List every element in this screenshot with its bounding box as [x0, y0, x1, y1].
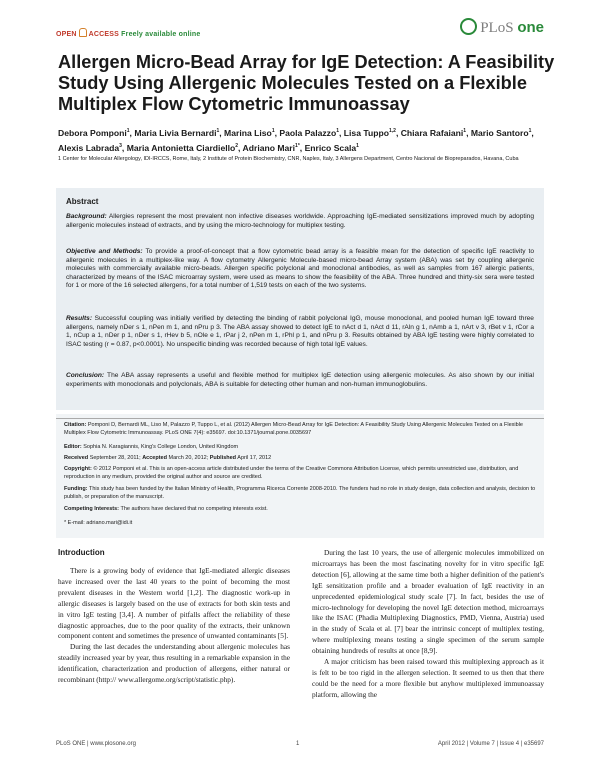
- divider: [56, 418, 544, 419]
- author-affiliation-mark: 1,2: [388, 128, 396, 134]
- author-name: Paola Palazzo: [279, 127, 337, 138]
- editor: [64, 444, 542, 452]
- funding-text: This study has been funded by the Italian Ministry of Health, Programma Ricerca Corrente 2008-2010. The funders had no role in study design, data collection and analysis, decision to publish, or preparation of the manuscript.: [64, 486, 536, 500]
- copyright-text: © 2012 Pomponi et al. This is an open-access article distributed under the terms of the Creative Commons Attribution License, which permits unrestricted use, distribution, and reproduction in any medium, provided the original author and source are credited.: [64, 466, 519, 480]
- competing-interests: [64, 506, 542, 514]
- results-text: Successful coupling was initially verified by detecting the binding of rabbit polyclonal IgG, mouse monoclonal, and pooled human IgE toward three allergens, namely nDer s 1, nPen m 1, and nPru p 3. The ABA assay showed to detect IgE to nAct d 1, nAct d 11, rAln g 1, nAmb a 1, nArt v 3, rBet v 1, rCor a 1, nCup a 1, nDer p 1, nDer s 1, rHev b 5, nOle e 1, rPar j 2, nPen m 1, rPhl p 1, and nPru p 3. Results obtained by ABA IgE testing were highly correlated to ISAC testing (r = 0.87, p<0.0001). No unspecific binding was recorded because of high total IgE values.: [66, 315, 534, 348]
- citation-text: Pomponi D, Bernardi ML, Liso M, Palazzo P, Tuppo L, et al. (2012) Allergen Micro-Bead Array for IgE Detection: A Feasibility Study Using Allergenic Molecules Tested on a Flexible Multiplex Flow Cytometric Immunoassay. PLoS ONE 7(4): e35697. doi:10.1371/journal.pone.0035697: [64, 422, 523, 436]
- citation: [64, 422, 542, 438]
- copyright: [64, 466, 542, 482]
- plos-logo-icon: [460, 18, 477, 35]
- introduction-heading: Introduction: [58, 548, 105, 557]
- paragraph: A major criticism has been raised toward this multiplexing approach as it is felt to be too rigid in the allergen selection. It seemed to us then that there could be the need for a more flexible but anyhow multiplexed immunoassay platform, allowing the: [312, 657, 544, 699]
- corresponding-email[interactable]: * E-mail: adriano.mari@idi.it: [64, 520, 133, 526]
- paragraph: During the last decades the understanding about allergenic molecules has steadily increased year by year, thus resulting in a remarkable expansion in the identification, characterization and production of allergens, either natural or recombinant (http:// www.allergome.org/script/statistic.php).: [58, 642, 290, 685]
- author-name: Mario Santoro: [470, 127, 529, 138]
- author-name: Adriano Mari: [242, 142, 296, 153]
- author-name: Debora Pomponi: [58, 127, 127, 138]
- competing-text: The authors have declared that no competing interests exist.: [120, 506, 268, 512]
- author-affiliation-mark: 1: [463, 128, 467, 134]
- accepted-date: March 20, 2012;: [168, 455, 209, 461]
- editor-text: Sophia N. Karagiannis, King's College London, United Kingdom: [83, 444, 239, 450]
- received-label: Received: [64, 455, 89, 461]
- published-label: Published: [209, 455, 237, 461]
- author-affiliation-mark: 3: [119, 142, 122, 149]
- logo-plos-text: PLoS: [480, 20, 514, 36]
- background-text: Allergies represent the most prevalent non infective diseases worldwide. Approaching IgE-mediated sensitizations improved much by adopting allergenic molecules instead of extracts, and by using the micro-technology for multiplex testing.: [66, 213, 534, 229]
- article-title: Allergen Micro-Bead Array for IgE Detection: A Feasibility Study Using Allergenic Molecules Tested on a Flexible Multiplex Flow Cytometric Immunoassay: [58, 52, 555, 114]
- author-name: Marina Liso: [224, 127, 272, 138]
- author-name: Maria Antonietta Ciardiello: [126, 142, 236, 153]
- background-label: Background:: [66, 213, 107, 220]
- paragraph: There is a growing body of evidence that IgE-mediated allergic diseases have increased over the last 40 years to the point of becoming the most prevalent diseases in the Western world [1,2]. The diagnostic work-up in allergic diseases is largely based on the use of extracts for both skin tests and in vitro IgE testing [3,4]. A number of pitfalls affect the reliability of these diagnostic approaches, due to the poor quality of the extracts, their unknown component content and sometimes the presence of unwanted contaminants [5].: [58, 566, 290, 641]
- author-name: Alexis Labrada: [58, 142, 120, 153]
- abstract-box: [56, 188, 544, 410]
- open-lock-icon: [79, 28, 87, 37]
- abstract-objective: [66, 248, 534, 291]
- dates: [64, 455, 542, 463]
- results-label: Results:: [66, 315, 93, 322]
- abstract-results: [66, 315, 534, 349]
- citation-label: Citation:: [64, 422, 87, 428]
- abstract-heading: Abstract: [66, 197, 99, 206]
- funding: [64, 486, 542, 502]
- author-affiliation-mark: 1: [271, 128, 275, 134]
- editor-label: Editor:: [64, 444, 82, 450]
- conclusion-label: Conclusion:: [66, 372, 105, 379]
- text-column-left: [58, 566, 290, 686]
- author-affiliation-mark: 2: [235, 142, 239, 149]
- objective-label: Objective and Methods:: [66, 248, 143, 255]
- objective-text: To provide a proof-of-concept that a flow cytometric bead array is a feasible mean for the detection of specific IgE reactivity to allergenic molecules in a multiplex-like way. A flow cytometry Allergenic Molecule-based micro-bead Array system (ABA) was set by coupling allergenic molecules with commercially available micro-beads. Allergen specific polyclonal and monoclonal antibodies, as well as samples from 167 allergic patients, characterized by means of the ISAC microarray system, were used as means to show the feasibility of the ABA. Three hundred and thirty-six sera were tested for 1 or more of the 16 selected allergens, for a total number of 1,519 tests on each of the two systems.: [66, 248, 535, 290]
- access-label: ACCESS: [88, 31, 120, 38]
- affiliations: 1 Center for Molecular Allergology, IDI-IRCCS, Rome, Italy, 2 Institute of Protein Biochemistry, CNR, Naples, Italy, 3 Allergens Department, Centro Nacional de Biopreparados, Havana, Cuba: [58, 156, 519, 162]
- author-affiliation-mark: 1: [528, 128, 532, 134]
- author-affiliation-mark: 1: [356, 142, 359, 149]
- author-list: Debora Pomponi$^1$, Maria Livia Bernardi$^1$, Marina Liso$^1$, Paola Palazzo$^1$, Lisa Tuppo$^{1,2}$, Chiara Rafaiani$^1$, Mario Santoro$^1$, Alexis Labrada$^3$, Maria Antonietta Ciardiello$^2$, Adriano Mari$^{1*}$, Enrico Scala$^1$: [58, 127, 534, 153]
- abstract-background: [66, 213, 534, 230]
- copyright-label: Copyright:: [64, 466, 92, 472]
- journal-header: [56, 14, 544, 40]
- footer-issue: April 2012 | Volume 7 | Issue 4 | e35697: [437, 741, 544, 747]
- author-affiliation-mark: 1: [126, 128, 130, 134]
- author-name: Enrico Scala: [304, 142, 357, 153]
- author-affiliation-mark: 1: [336, 128, 339, 134]
- published-date: April 17, 2012: [237, 455, 272, 461]
- author-affiliation-mark: 1*: [295, 142, 300, 149]
- footer-journal[interactable]: PLoS ONE | www.plosone.org: [56, 741, 136, 747]
- author-affiliation-mark: 1: [216, 128, 220, 134]
- funding-label: Funding:: [64, 486, 88, 492]
- text-column-right: [312, 548, 544, 701]
- plos-one-logo[interactable]: [460, 18, 544, 37]
- author-name: Chiara Rafaiani: [400, 127, 464, 138]
- freely-available-label: Freely available online: [121, 31, 201, 38]
- open-access-badge: [56, 28, 200, 38]
- open-label: OPEN: [56, 31, 77, 38]
- author-name: Lisa Tuppo: [343, 127, 389, 138]
- received-date: September 28, 2011;: [89, 455, 141, 461]
- abstract-conclusion: [66, 372, 534, 389]
- competing-label: Competing Interests:: [64, 506, 120, 512]
- page-number: 1: [296, 741, 300, 747]
- paragraph: During the last 10 years, the use of allergenic molecules immobilized on microarrays has been the most fascinating novelty for in vitro specific IgE detection [6], allowing at the same time both a higher definition of the patient's IgE sensitization profile and a broader evaluation of IgE reactivity in an unprecedented epidemiological study scale [7]. In fact, besides the use of micro-technology for developing the novel IgE detection method, microarrays like the ISAC (Phadia Multiplexing Diagnostics, PMD, Vienna, Austria) used in the study of Scala et al. [7] bear the intrinsic concept of multiplex testing, where multiplexing means testing a single specimen of the serum sample obtaining hundreds of results at once [8,9].: [312, 548, 544, 656]
- conclusion-text: The ABA assay represents a useful and flexible method for multiplex IgE detection using allergenic molecules. As also shown by our initial experiments with monoclonals and polyclonals, ABA is suitable for detecting other human and non-human immunoglobulins.: [66, 372, 534, 388]
- accepted-label: Accepted: [142, 455, 167, 461]
- author-name: Maria Livia Bernardi: [134, 127, 217, 138]
- logo-one-text: one: [517, 19, 544, 36]
